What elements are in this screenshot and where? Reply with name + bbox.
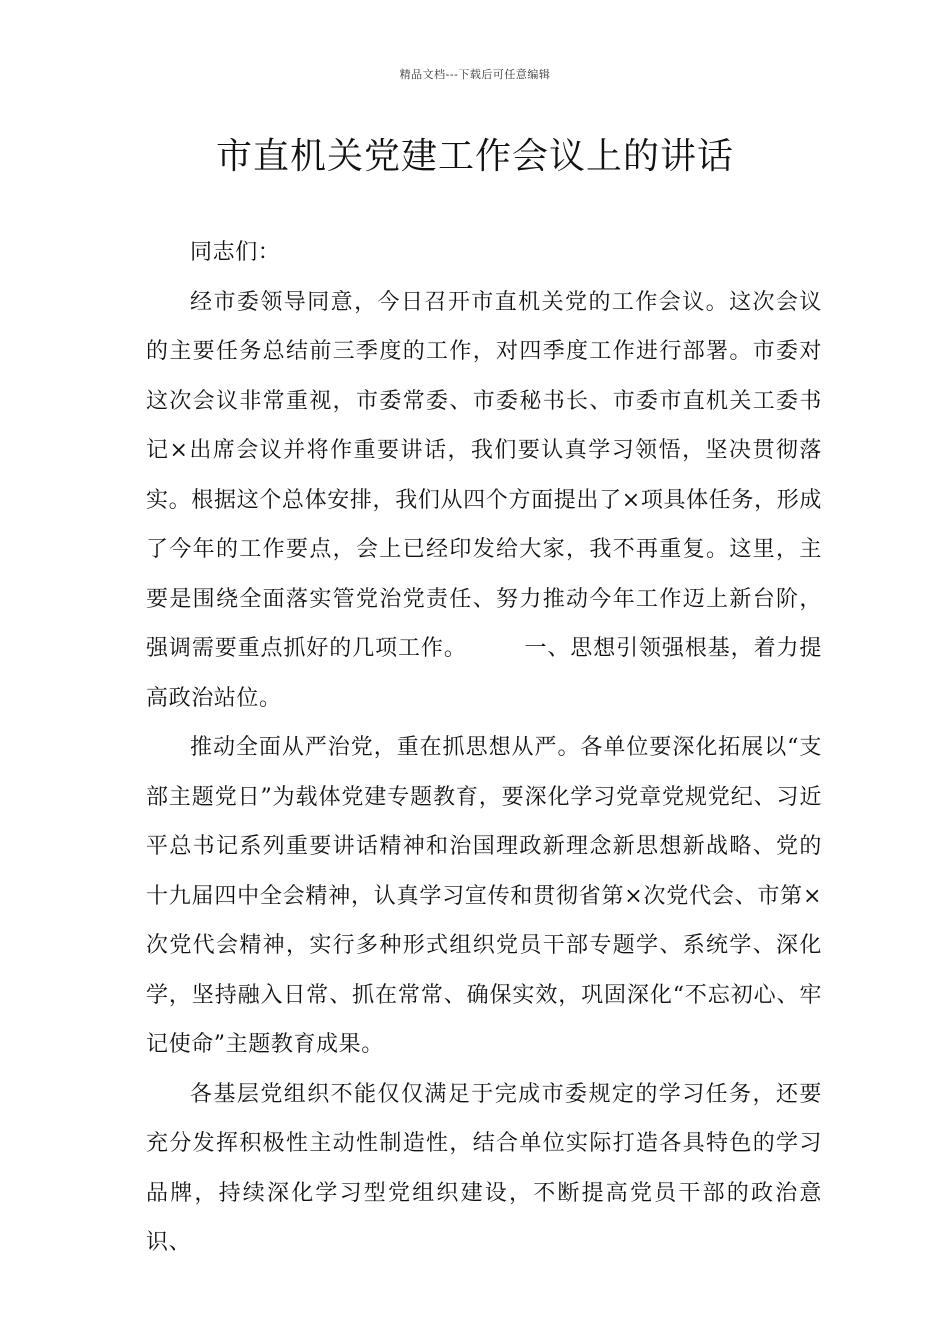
paragraph-3: 各基层党组织不能仅仅满足于完成市委规定的学习任务，还要充分发挥积极性主动性制造性，结合单位实际打造各具特色的学习品牌，持续深化学习型党组织建设，不断提高党员干部的政治意识、 [146,1081,822,1255]
document-body [146,228,822,1268]
page-title: 市直机关党建工作会议上的讲话 [215,136,734,177]
paragraph-2: 推动全面从严治党，重在抓思想从严。各单位要深化拓展以“支部主题党日”为载体党建专题教育，要深化学习党章党规党纪、习近平总书记系列重要讲话精神和治国理政新理念新思想新战略、党的十九届四中全会精神，认真学习宣传和贯彻省第×次党代会、市第×次党代会精神，实行多种形式组织党员干部专题学、系统学、深化学，坚持融入日常、抓在常常、确保实效，巩固深化“不忘初心、牢记使命”主题教育成果。 [146,735,822,1057]
paragraph-1: 经市委领导同意，今日召开市直机关党的工作会议。这次会议的主要任务总结前三季度的工作，对四季度工作进行部署。市委对这次会议非常重视，市委常委、市委秘书长、市委市直机关工委书记×出席会议并将作重要讲话，我们要认真学习领悟，坚决贯彻落实。根据这个总体安排，我们从四个方面提出了×项具体任务，形成了今年的工作要点，会上已经印发给大家，我不再重复。这里，主要是围绕全面落实管党治党责任、努力推动今年工作迈上新台阶，强调需要重点抓好的几项工作。 一、思想引领强根基，着力提高政治站位。 [146,289,822,711]
salutation: 同志们： [190,240,281,265]
header-note: 精品文档---下载后可任意编辑 [399,68,551,81]
